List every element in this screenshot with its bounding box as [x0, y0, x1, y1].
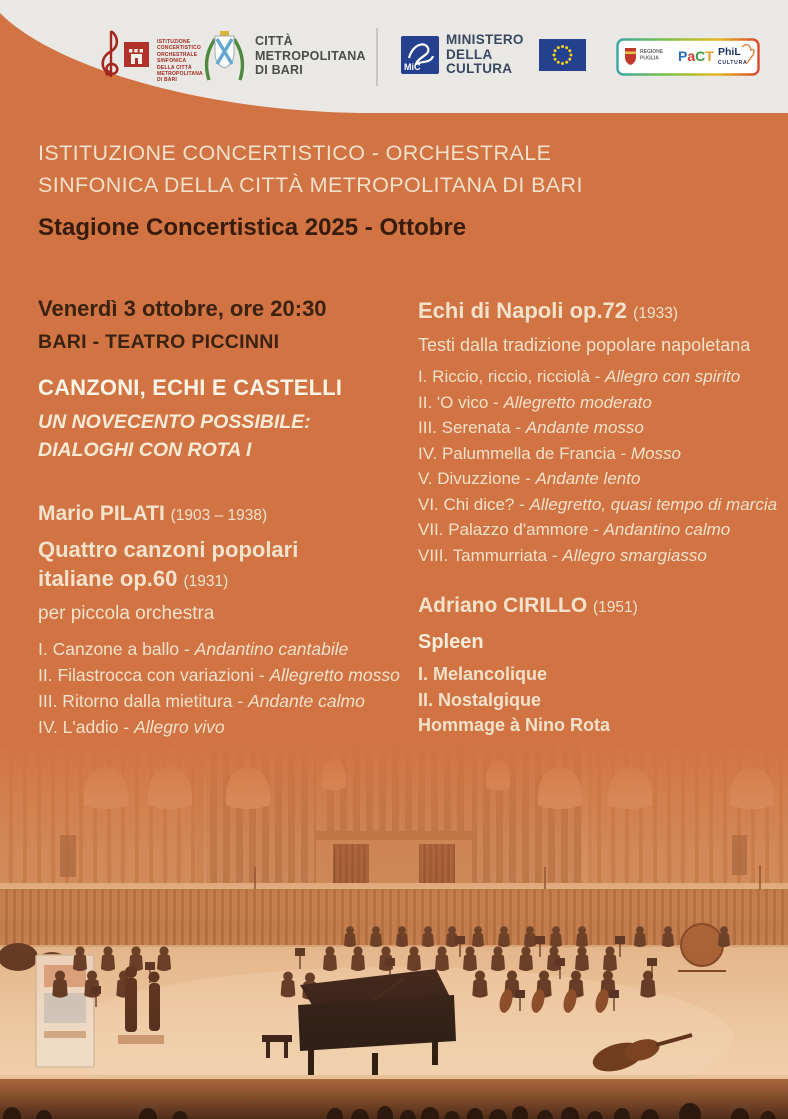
mic-logo	[401, 33, 524, 77]
work-title-echi: Echi di Napoli op.72 (1933)	[418, 298, 678, 323]
svg-text:CULTURA: CULTURA	[718, 60, 748, 66]
movement-line: V. Divuzzione - Andante lento	[418, 469, 641, 488]
movement-line: IV. L'addio - Allegro vivo	[38, 717, 225, 737]
movement-line: VIII. Tammurriata - Allegro smargiasso	[418, 545, 707, 565]
organization-title	[38, 137, 583, 201]
organization-title-line1: ISTITUZIONE CONCERTISTICO - ORCHESTRALE	[38, 141, 552, 165]
movement-line: II. Filastrocca con variazioni - Allegretto mosso	[38, 665, 400, 685]
svg-text:PaCT: PaCT	[678, 48, 714, 64]
citta-crest-icon	[202, 26, 247, 86]
work-title-pilati: Quattro canzoni popolari italiane op.60 (1931)	[38, 537, 299, 591]
svg-text:MiC: MiC	[404, 61, 421, 72]
event-datetime: Venerdì 3 ottobre, ore 20:30	[38, 296, 327, 321]
event-venue: BARI - TEATRO PICCINNI	[38, 331, 280, 353]
movement-line: I. Canzone a ballo - Andantino cantabile	[38, 639, 349, 659]
composer-cirillo: Adriano CIRILLO (1951)	[418, 594, 638, 617]
movement-line: III. Serenata - Andante mosso	[418, 418, 644, 437]
citta-metropolitana-logo	[202, 26, 366, 86]
treble-clef-icon	[96, 28, 152, 86]
citta-logo-text: CITTÀ METROPOLITANA DI BARI	[255, 34, 366, 78]
ico-bari-logo	[96, 28, 203, 86]
program-left-column	[38, 296, 410, 740]
organization-title-line2: SINFONICA DELLA CITTÀ METROPOLITANA DI BARI	[38, 173, 583, 197]
header-band	[0, 0, 788, 122]
program-subtitle: UN NOVECENTO POSSIBILE: DIALOGHI CON ROTA I	[38, 411, 311, 461]
work-title-spleen: Spleen	[418, 631, 484, 653]
svg-text:PUGLIA: PUGLIA	[640, 55, 659, 62]
eu-flag-icon	[539, 39, 586, 71]
pilati-movements	[38, 636, 410, 740]
movement-line: IV. Palummella de Francia - Mosso	[418, 443, 681, 463]
svg-text:REGIONE: REGIONE	[640, 49, 664, 55]
echi-movements	[418, 364, 784, 568]
movement-line: VI. Chi dice? - Allegretto, quasi tempo di marcia	[418, 494, 778, 514]
dedication: Hommage à Nino Rota	[418, 715, 611, 735]
echi-subtitle: Testi dalla tradizione popolare napoletana	[418, 335, 751, 355]
composer-pilati: Mario PILATI (1903 – 1938)	[38, 502, 268, 525]
svg-text:PhiL: PhiL	[718, 46, 741, 58]
mic-emblem-icon	[401, 36, 439, 74]
cirillo-movements	[418, 662, 784, 713]
movement-line: III. Ritorno dalla mietitura - Andante calmo	[38, 691, 365, 711]
movement-line: VII. Palazzo d'ammore - Andantino calmo	[418, 520, 731, 539]
movement-line: II. 'O vico - Allegretto moderato	[418, 392, 652, 412]
movement-line: I. Riccio, riccio, ricciolà - Allegro con spirito	[418, 367, 741, 386]
mic-logo-text: MINISTERO DELLA CULTURA	[446, 32, 524, 76]
program-right-column	[418, 296, 784, 758]
work-scoring: per piccola orchestra	[38, 603, 215, 624]
ico-logo-text: ISTITUZIONE CONCERTISTICO ORCHESTRALE SINFONICA DELLA CITTÀ METROPOLITANA DI BARI	[157, 39, 203, 84]
puglia-pact-phil-logo	[616, 38, 760, 76]
orchestra-photo	[0, 739, 788, 1119]
program-title: CANZONI, ECHI E CASTELLI	[38, 375, 343, 400]
header-divider	[376, 28, 378, 86]
movement-line: I. Melancolique	[418, 664, 548, 684]
movement-line: II. Nostalgique	[418, 689, 542, 710]
season-title: Stagione Concertistica 2025 - Ottobre	[38, 214, 467, 241]
